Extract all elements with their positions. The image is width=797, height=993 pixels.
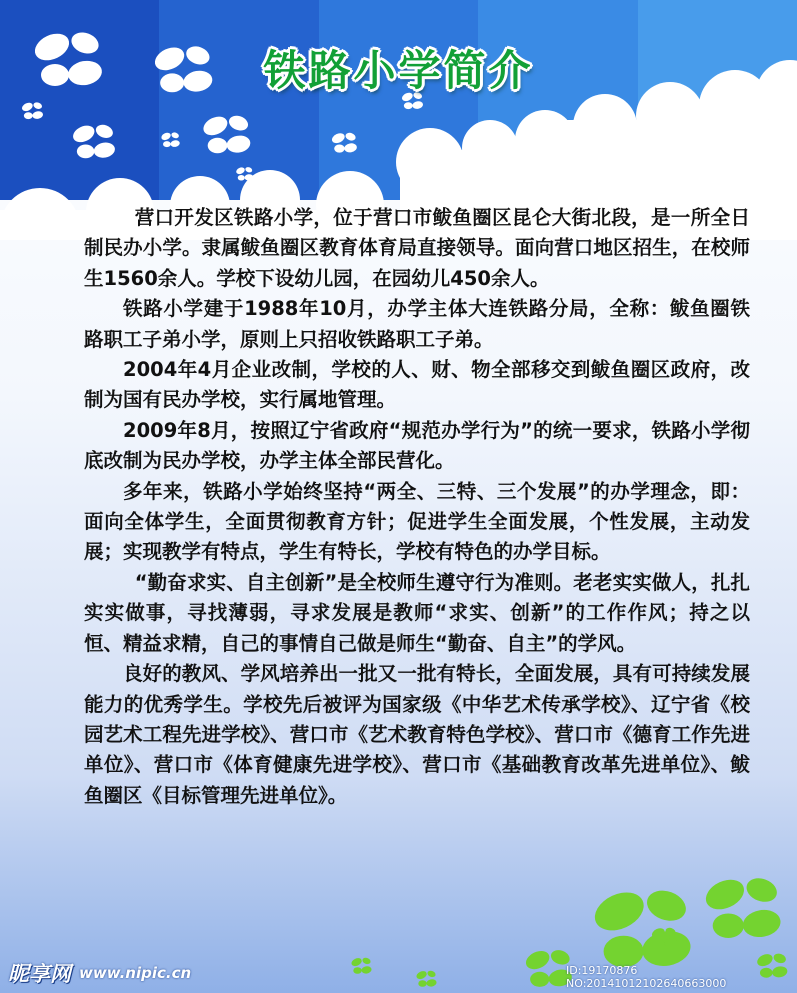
flower-icon — [200, 110, 256, 160]
flower-icon — [330, 130, 360, 156]
paragraph: 多年来，铁路小学始终坚持“两全、三特、三个发展”的办学理念，即：面向全体学生，全面贯彻教育方针；促进学生全面发展，个性发展，主动发展；实现教学有特点，学生有特长，学校有特色的办学目标。 — [84, 479, 750, 564]
watermark-id: ID:19170876 NO:20141012102640663000 — [566, 964, 727, 990]
flower-icon — [160, 130, 182, 150]
page-title: 铁路小学简介 — [263, 46, 534, 95]
flower-icon — [235, 165, 255, 183]
intro-text — [84, 203, 750, 811]
flower-icon — [20, 100, 46, 122]
paragraph: “勤奋求实、自主创新”是全校师生遵守行为准则。老老实实做人，扎扎实实做事，寻找薄弱，寻求发展是教师“求实、创新”的工作作风；持之以恒、精益求精，自己的事情自己做是师生“勤奋、自主”的学风。 — [84, 570, 750, 655]
watermark-url: www.nipic.cn — [79, 964, 192, 982]
green-flower-icon — [650, 925, 680, 951]
green-flower-icon — [700, 870, 790, 948]
paragraph: 营口开发区铁路小学，位于营口市鲅鱼圈区昆仑大街北段，是一所全日制民办小学。隶属鲅鱼圈区教育体育局直接领导。面向营口地区招生，在校师生1560余人。学校下设幼儿园，在园幼儿450余人。 — [84, 206, 750, 290]
paragraph: 2004年4月企业改制，学校的人、财、物全部移交到鲅鱼圈区政府，改制为国有民办学校，实行属地管理。 — [84, 358, 750, 412]
paragraph: 2009年8月，按照辽宁省政府“规范办学行为”的统一要求，铁路小学彻底改制为民办学校，办学主体全部民营化。 — [84, 418, 750, 473]
flower-icon — [70, 120, 120, 164]
watermark-logo: 昵享网 — [8, 962, 71, 986]
green-flower-icon — [350, 955, 374, 977]
paragraph: 铁路小学建于1988年10月，办学主体大连铁路分局，全称：鲅鱼圈铁路职工子弟小学，原则上只招收铁路职工子弟。 — [84, 297, 750, 351]
green-flower-icon — [415, 968, 439, 990]
paragraph: 良好的教风、学风培养出一批又一批有特长，全面发展，具有可持续发展能力的优秀学生。学校先后被评为国家级《中华艺术传承学校》、辽宁省《校园艺术工程先进学校》、营口市《艺术教育特色学校》、营口市《德育工作先进单位》、营口市《体育健康先进学校》、营口市《基础教育改革先进单位》、鲅鱼圈区《目标管理先进单位》。 — [84, 662, 750, 807]
watermark — [8, 958, 191, 988]
